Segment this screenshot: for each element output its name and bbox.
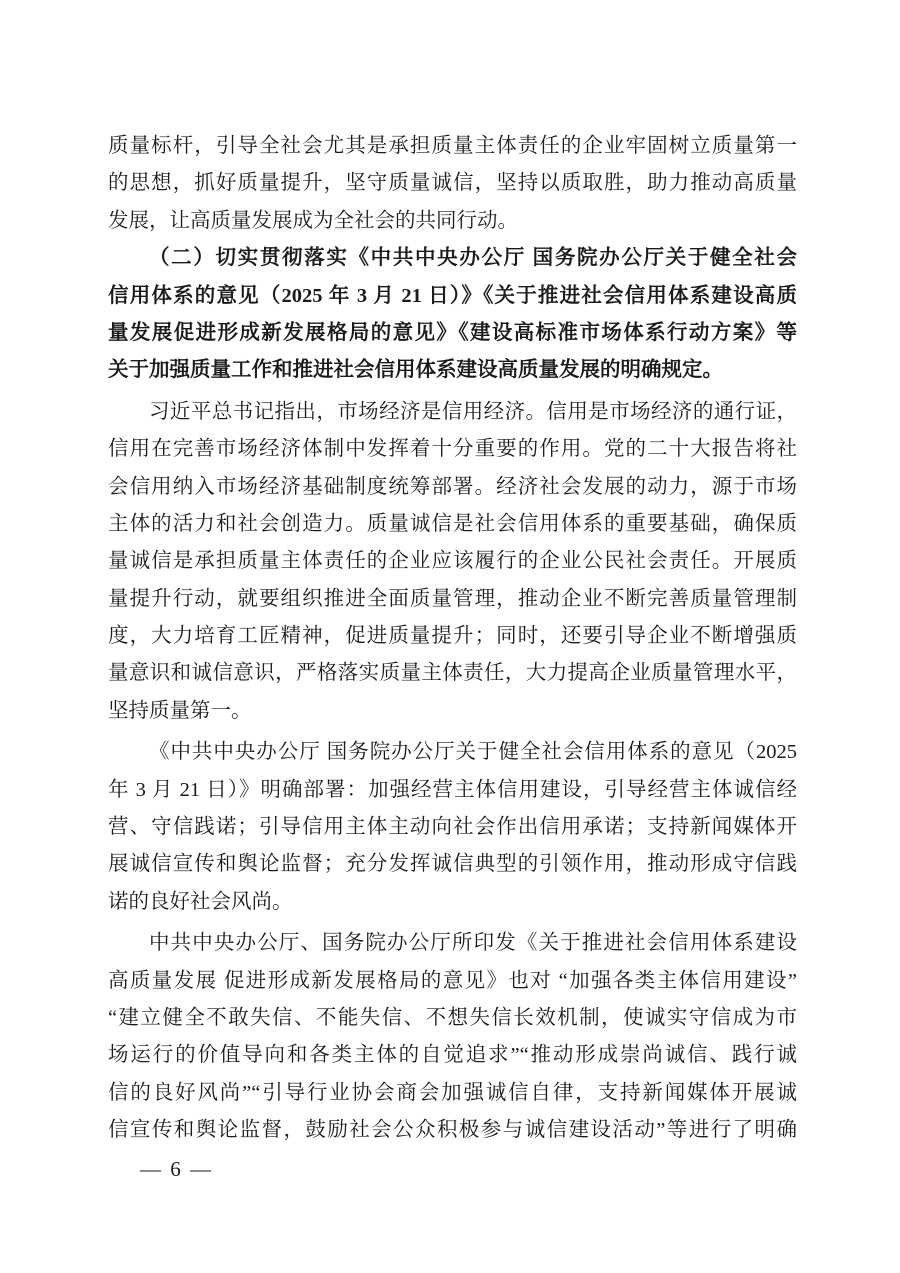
text-line: 信的良好风尚”“引导行业协会商会加强诚信自律，支持新闻媒体开展诚 <box>108 1081 797 1104</box>
text-line: “建立健全不敢失信、不能失信、不想失信长效机制，使诚实守信成为市 <box>108 1006 797 1029</box>
text-line: 量诚信是承担质量主体责任的企业应该履行的企业公民社会责任。开展质 <box>108 550 797 573</box>
paragraph-continuation <box>108 128 797 240</box>
document-text-block <box>108 128 797 1150</box>
text-line: 量提升行动，就要组织推进全面质量管理，推动企业不断完善质量管理制 <box>108 587 797 610</box>
text-line: 坚持质量第一。 <box>108 699 252 722</box>
text-line: 主体的活力和社会创造力。质量诚信是社会信用体系的重要基础，确保质 <box>108 512 797 535</box>
text-line: 量发展促进形成新发展格局的意见》《建设高标准市场体系行动方案》等 <box>108 321 797 344</box>
text-line: 的思想，抓好质量提升，坚守质量诚信，坚持以质取胜，助力推动高质量 <box>108 172 797 195</box>
text-line: 营、守信践诺；引导信用主体主动向社会作出信用承诺；支持新闻媒体开 <box>108 816 797 839</box>
paragraph-body <box>108 925 797 1149</box>
text-line: 信用体系的意见（2025 年 3 月 21 日）》《关于推进社会信用体系建设高质 <box>108 284 797 307</box>
paragraph-body <box>108 734 797 921</box>
text-line: 关于加强质量工作和推进社会信用体系建设高质量发展的明确规定。 <box>108 359 723 382</box>
text-line: 年 3 月 21 日）》明确部署：加强经营主体信用建设，引导经营主体诚信经 <box>108 778 797 801</box>
page-number: — 6 — <box>140 1157 213 1181</box>
text-line: 信宣传和舆论监督，鼓励社会公众积极参与诚信建设活动”等进行了明确 <box>108 1119 797 1142</box>
text-line: （二）切实贯彻落实《中共中央办公厅 国务院办公厅关于健全社会 <box>149 247 797 270</box>
text-line: 展诚信宣传和舆论监督；充分发挥诚信典型的引领作用，推动形成守信践 <box>108 853 797 876</box>
text-line: 发展，让高质量发展成为全社会的共同行动。 <box>108 209 518 232</box>
text-line: 会信用纳入市场经济基础制度统筹部署。经济社会发展的动力，源于市场 <box>108 475 797 498</box>
text-line: 质量标杆，引导全社会尤其是承担质量主体责任的企业牢固树立质量第一 <box>108 135 797 157</box>
text-line: 量意识和诚信意识，严格落实质量主体责任，大力提高企业质量管理水平， <box>108 662 797 685</box>
text-line: 习近平总书记指出，市场经济是信用经济。信用是市场经济的通行证， <box>149 400 797 423</box>
text-line: 信用在完善市场经济体制中发挥着十分重要的作用。党的二十大报告将社 <box>108 438 797 461</box>
text-line: 度，大力培育工匠精神，促进质量提升；同时，还要引导企业不断增强质 <box>108 625 797 648</box>
text-line: 诺的良好社会风尚。 <box>108 890 293 913</box>
text-line: 中共中央办公厅、国务院办公厅所印发《关于推进社会信用体系建设 <box>149 932 797 955</box>
paragraph-bold-heading <box>108 240 797 390</box>
paragraph-body <box>108 394 797 731</box>
text-line: 场运行的价值导向和各类主体的自觉追求”“推动形成崇尚诚信、践行诚 <box>108 1044 797 1067</box>
text-line: 《中共中央办公厅 国务院办公厅关于健全社会信用体系的意见（2025 <box>149 741 797 764</box>
text-line: 高质量发展 促进形成新发展格局的意见》也对 “加强各类主体信用建设” <box>108 969 797 992</box>
